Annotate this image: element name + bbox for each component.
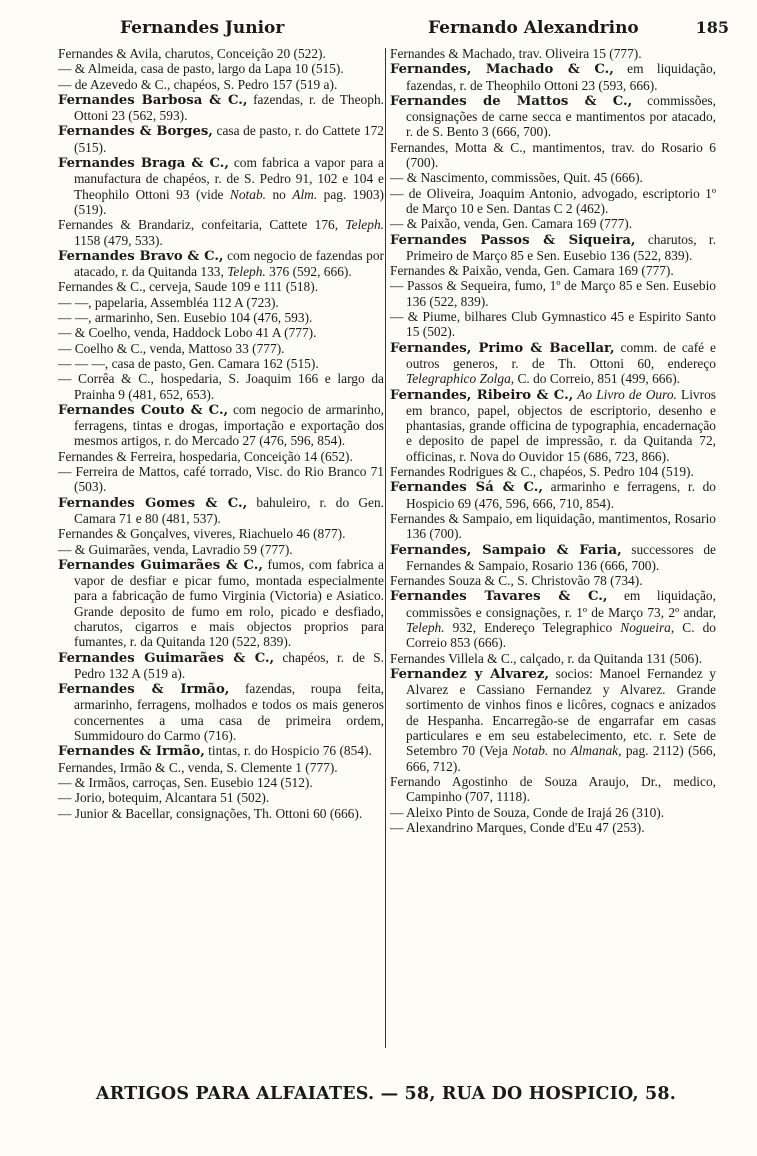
directory-entry — [390, 651, 716, 666]
left-column — [58, 46, 384, 821]
directory-entry — [58, 526, 384, 541]
directory-entry — [58, 542, 384, 557]
entry-text: — & Irmãos, carroças, Sen. Eusebio 124 (512). — [58, 774, 313, 790]
entry-text: — — —, casa de pasto, Gen. Camara 162 (515). — [58, 355, 319, 371]
directory-entry — [390, 805, 716, 820]
entry-text: — Jorio, botequim, Alcantara 51 (502). — [58, 790, 270, 806]
entry-text: em liquidação, fazendas, r. de Theophilo Ottoni 23 (593, 666). — [406, 61, 716, 93]
entry-text: — & Paixão, venda, Gen. Camara 169 (777). — [390, 216, 633, 232]
entry-text: fazendas, roupa feita, armarinho, ferragens, molhados e todos os mais generos concernentes a uma casa de primeira ordem, Summidouro do Carmo (716). — [74, 681, 384, 744]
entry-text: Fernandes & Ferreira, hospedaria, Conceição 14 (652). — [58, 448, 353, 464]
directory-entry — [390, 309, 716, 340]
entry-firm-name: Fernandes Couto & C., — [58, 402, 229, 418]
entry-italic-text: Notab. — [229, 186, 267, 202]
directory-entry — [390, 666, 716, 774]
entry-text: fazendas, r. de Theoph. Ottoni 23 (562, 593). — [74, 91, 384, 124]
entry-firm-name: Fernandes & Borges, — [58, 124, 213, 140]
directory-entry — [58, 371, 384, 402]
directory-entry — [58, 123, 384, 155]
directory-entry — [58, 295, 384, 310]
entry-text: Fernandes, Irmão & C., venda, S. Clemente 1 (777). — [58, 759, 338, 775]
directory-entry — [58, 806, 384, 821]
entry-text: chapéos, r. de S. Pedro 132 A (519 a). — [74, 649, 384, 681]
entry-text: Fernandes & Machado, trav. Oliveira 15 (777). — [390, 46, 642, 61]
entry-text: Fernandes Souza & C., S. Christovão 78 (734). — [390, 573, 643, 589]
entry-firm-name: Fernandes & Irmão, — [58, 744, 205, 760]
entry-text: no — [266, 186, 293, 202]
directory-entry — [390, 170, 716, 185]
entry-text: — Passos & Sequeira, fumo, 1º de Março 85 e Sen. Eusebio 136 (522, 839). — [390, 278, 716, 309]
entry-text: 376 (592, 666). — [265, 264, 352, 280]
directory-entry — [58, 310, 384, 325]
directory-entry — [58, 402, 384, 449]
directory-entry — [390, 186, 716, 217]
running-header — [60, 18, 737, 44]
entry-firm-name: Fernandes Braga & C., — [58, 156, 229, 172]
directory-entry — [58, 743, 384, 759]
header-right-guideword: Fernando Alexandrino — [428, 18, 639, 38]
entry-firm-name: Fernandes & Irmão, — [58, 682, 230, 698]
directory-entry — [58, 46, 384, 61]
entry-text: — de Azevedo & C., chapéos, S. Pedro 157 (519 a). — [58, 76, 338, 92]
entry-text: Fernandes & Sampaio, em liquidação, mantimentos, Rosario 136 (700). — [390, 510, 716, 542]
entry-firm-name: Fernandes Sá & C., — [390, 480, 543, 496]
entry-text: 1158 (479, 533). — [74, 232, 163, 248]
entry-text: — Aleixo Pinto de Souza, Conde de Irajá 26 (310). — [390, 804, 665, 820]
entry-text: pag. 1903) (519). — [74, 186, 384, 217]
entry-italic-text: Teleph. — [345, 217, 384, 233]
directory-entry — [58, 775, 384, 790]
directory-entry — [390, 464, 716, 479]
entry-text: pag. 2112) (566, 666, 712). — [406, 743, 716, 774]
entry-italic-text: Alm. — [292, 186, 318, 202]
entry-firm-name: Fernandes Guimarães & C., — [58, 650, 275, 666]
entry-firm-name: Fernandes Passos & Siqueira, — [390, 232, 636, 248]
entry-text: successores de Fernandes & Sampaio, Rosario 136 (666, 700). — [406, 541, 716, 573]
entry-italic-text: Notab. — [512, 743, 549, 759]
entry-text: — Ferreira de Mattos, café torrado, Visc. do Rio Branco 71 (503). — [58, 464, 384, 495]
directory-entry — [390, 479, 716, 511]
entry-firm-name: Fernandes Bravo & C., — [58, 248, 224, 264]
entry-italic-text: Teleph. — [227, 264, 266, 280]
entry-firm-name: Fernandes, Primo & Bacellar, — [390, 340, 615, 356]
entry-text: C. do Correio, 851 (499, 666). — [514, 371, 681, 387]
directory-entry — [390, 340, 716, 387]
page-number: 185 — [695, 18, 729, 37]
directory-entry — [390, 263, 716, 278]
entry-text: — & Almeida, casa de pasto, largo da Lapa 10 (515). — [58, 61, 344, 77]
directory-entry — [58, 217, 384, 248]
entry-text: Fernandes Villela & C., calçado, r. da Quitanda 131 (506). — [390, 650, 703, 666]
entry-text: Fernandes & Avila, charutos, Conceição 20 (522). — [58, 46, 326, 61]
header-left-guideword: Fernandes Junior — [120, 18, 285, 38]
directory-entry — [58, 341, 384, 356]
directory-entry — [58, 495, 384, 527]
directory-entry — [58, 681, 384, 743]
entry-italic-text: Almanak, — [570, 743, 622, 759]
entry-text: — Corrêa & C., hospedaria, S. Joaquim 166 e largo da Prainha 9 (481, 652, 653). — [58, 371, 384, 402]
directory-entry — [58, 650, 384, 682]
entry-text: socios: Manoel Fernandez y Alvarez e Cassiano Fernandez y Alvarez. Grande sortimento de vinhos finos e licôres, cognacs e anizados de Hespanha. Encarregão-se de engarrafar em casas particulares e em seu estabelecimento, etc. r. Sete de Setembro 70 (Veja — [406, 665, 717, 759]
directory-entry — [58, 77, 384, 92]
directory-entry — [58, 760, 384, 775]
entry-text: tintas, r. do Hospicio 76 (854). — [204, 743, 372, 759]
entry-firm-name: Fernandes Guimarães & C., — [58, 557, 263, 573]
directory-entry — [390, 542, 716, 574]
entry-text: Fernandes & Brandariz, confeitaria, Cattete 176, — [58, 217, 346, 233]
entry-firm-name: Fernandes de Mattos & C., — [390, 93, 633, 109]
entry-text: — & Coelho, venda, Haddock Lobo 41 A (777). — [58, 325, 317, 341]
directory-entry — [390, 46, 716, 61]
entry-text: — Junior & Bacellar, consignações, Th. Ottoni 60 (666). — [58, 805, 363, 821]
directory-entry — [390, 573, 716, 588]
entry-text: comm. de café e outros generos, r. de Th. Ottoni 60, endereço — [406, 339, 716, 371]
directory-entry — [390, 61, 716, 93]
entry-text: — —, papelaria, Assembléa 112 A (723). — [58, 294, 279, 310]
entry-text: no — [548, 743, 571, 759]
entry-text: com fabrica a vapor para a manufactura de chapéos, r. de S. Pedro 91, 102 e 104 e Theophilo Ottoni 93 (vide — [74, 155, 384, 202]
entry-text: casa de pasto, r. do Cattete 172 (515). — [74, 123, 384, 155]
entry-text: — —, armarinho, Sen. Eusebio 104 (476, 593). — [58, 310, 313, 326]
column-divider — [385, 48, 386, 1048]
entry-italic-text: Telegraphico Zolga, — [406, 371, 515, 387]
entry-text: em liquidação, commissões e consignações, r. 1º de Março 73, 2º andar, — [406, 588, 716, 620]
entry-text: Fernandes & Gonçalves, viveres, Riachuelo 46 (877). — [58, 526, 346, 542]
advertisement-footer: ARTIGOS PARA ALFAIATES. — 58, RUA DO HOSPICIO, 58. — [95, 1084, 677, 1104]
entry-italic-text: Teleph. — [406, 619, 445, 635]
entry-text: — Alexandrino Marques, Conde d'Eu 47 (253). — [390, 819, 645, 835]
directory-entry — [58, 155, 384, 217]
directory-entry — [58, 248, 384, 280]
directory-entry — [58, 557, 384, 650]
entry-text: — & Guimarães, venda, Lavradio 59 (777). — [58, 541, 293, 557]
entry-text: Fernandes Rodrigues & C., chapéos, S. Pedro 104 (519). — [390, 464, 694, 480]
directory-entry — [58, 325, 384, 340]
entry-text: — & Piume, bilhares Club Gymnastico 45 e Espirito Santo 15 (502). — [390, 309, 716, 340]
entry-firm-name: Fernandes Barbosa & C., — [58, 92, 248, 108]
entry-text: C. do Correio 853 (666). — [406, 619, 716, 651]
entry-firm-name: Fernandes Gomes & C., — [58, 495, 248, 511]
entry-text: com negocio de armarinho, ferragens, tintas e drogas, importação e exportação dos mesmos artigos, r. do Mercado 27 (476, 596, 854). — [74, 401, 384, 449]
directory-entry — [58, 449, 384, 464]
entry-firm-name: Fernandes, Ribeiro & C., — [390, 387, 574, 403]
entry-italic-text: Nogueira, — [620, 619, 675, 635]
entry-text: charutos, r. Primeiro de Março 85 e Sen. Eusebio 136 (522, 839). — [406, 231, 716, 263]
entry-text: Fernando Agostinho de Souza Araujo, Dr., medico, Campinho (707, 1118). — [390, 773, 716, 805]
directory-entry — [390, 278, 716, 309]
entry-text: — & Nascimento, commissões, Quit. 45 (666). — [390, 170, 643, 186]
right-column — [390, 46, 716, 835]
entry-text: Livros em branco, papel, objectos de escriptorio, desenho e phantasias, grande officina de typographia, encadernação e deposito de papel de impressão, r. da Quitanda 72, officinas, r. Nova do Ouvidor 15 (686, 723, 866). — [406, 386, 716, 464]
directory-entry — [58, 92, 384, 124]
directory-entry — [390, 820, 716, 835]
directory-entry — [390, 511, 716, 542]
entry-firm-name: Fernandez y Alvarez, — [390, 666, 550, 682]
entry-text: Fernandes, Motta & C., mantimentos, trav. do Rosario 6 (700). — [390, 139, 716, 171]
directory-entry — [390, 140, 716, 171]
entry-text: com negocio de fazendas por atacado, r. da Quitanda 133, — [74, 247, 384, 280]
entry-text: Fernandes & C., cerveja, Saude 109 e 111 (518). — [58, 279, 319, 295]
entry-firm-name: Fernandes, Sampaio & Faria, — [390, 542, 622, 558]
entry-text: fumos, com fabrica a vapor de desfiar e picar fumo, montada especialmente para a fabricação de fumo Virginia (Victoria) e Asiatico. Grande deposito de fumo em rolo, picado e desfiado, charutos, cigarros e mais objectos proprios para fumantes, r. da Quitanda 120 (522, 839). — [74, 556, 384, 650]
entry-firm-name: Fernandes, Machado & C., — [390, 62, 614, 78]
entry-italic-text: Ao Livro de Ouro. — [573, 386, 677, 402]
directory-entry — [390, 588, 716, 650]
entry-text: — Coelho & C., venda, Mattoso 33 (777). — [58, 340, 285, 356]
directory-entry — [58, 464, 384, 495]
directory-entry — [390, 774, 716, 805]
directory-entry — [58, 790, 384, 805]
entry-firm-name: Fernandes Tavares & C., — [390, 589, 608, 605]
entry-text: 932, Endereço Telegraphico — [444, 619, 621, 635]
directory-entry — [390, 93, 716, 140]
entry-text: Fernandes & Paixão, venda, Gen. Camara 169 (777). — [390, 263, 674, 279]
entry-text: armarinho e ferragens, r. do Hospicio 69 (476, 596, 666, 710, 854). — [406, 479, 717, 511]
directory-entry — [390, 387, 716, 464]
directory-entry — [390, 216, 716, 231]
entry-text: — de Oliveira, Joaquim Antonio, advogado, escriptorio 1º de Março 10 e Sen. Dantas C 2 (462). — [390, 185, 716, 216]
directory-entry — [58, 279, 384, 294]
entry-text: commissões, consignações de carne secca e mantimentos por atacado, r. de S. Bento 3 (666, 700). — [406, 92, 716, 140]
directory-entry — [58, 61, 384, 76]
entry-text: bahuleiro, r. do Gen. Camara 71 e 80 (481, 537). — [74, 494, 384, 526]
directory-entry — [58, 356, 384, 371]
directory-entry — [390, 232, 716, 264]
